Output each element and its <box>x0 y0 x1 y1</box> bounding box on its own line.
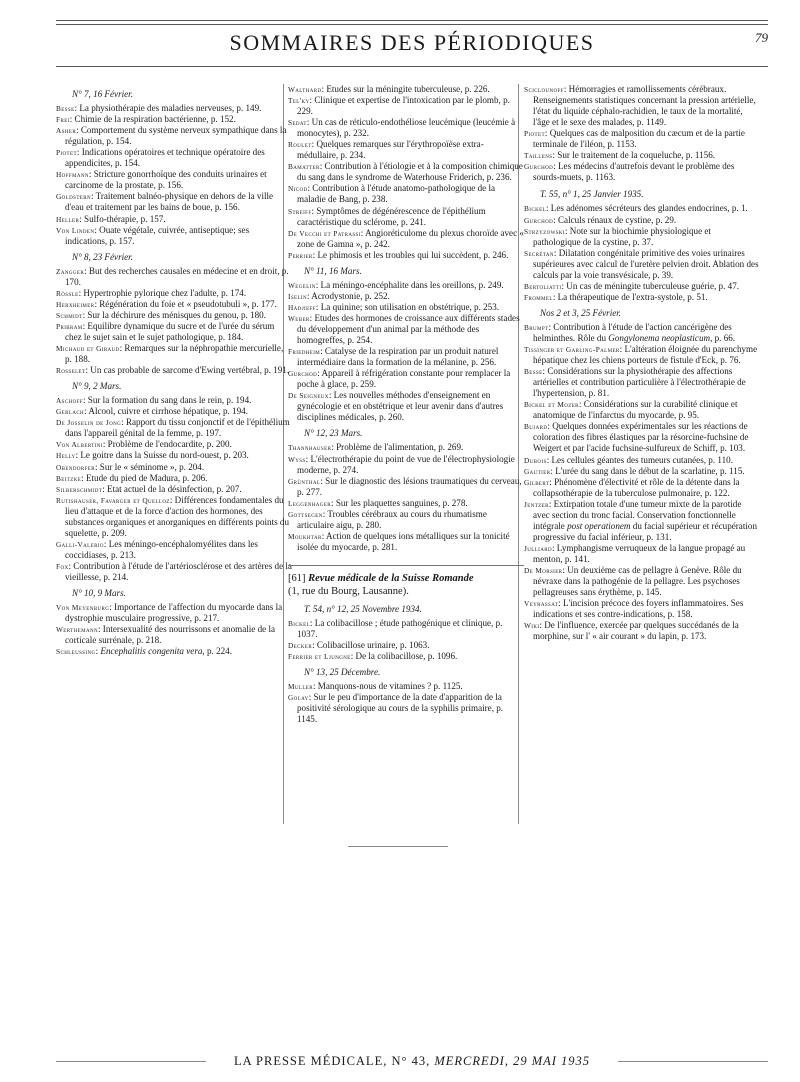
entry-text: : La physiothérapie des maladies nerveuses, p. 149. <box>74 103 262 114</box>
list-item <box>524 215 760 226</box>
entry-author: Galli-Valerio <box>56 539 104 549</box>
entry-text: : Différences fondamentales du lieu d'attaque et de la force d'action des hormones, des substances organiques et anorganiques en différents points du squelette, p. 209. <box>65 494 290 538</box>
list-item <box>56 561 292 583</box>
list-item <box>56 495 292 539</box>
column-3 <box>524 84 760 642</box>
header-rule <box>56 66 768 67</box>
entry-list <box>524 84 760 183</box>
entry-list <box>288 681 524 725</box>
list-item <box>524 84 760 128</box>
list-item <box>288 390 524 423</box>
list-item <box>56 225 292 247</box>
list-item <box>56 214 292 225</box>
entry-text: : Troubles cérébraux au cours du rhumatisme articulaire aigu, p. 280. <box>297 508 487 530</box>
entry-text: : Sur le traitement de la coqueluche, p. 1156. <box>552 150 716 161</box>
entry-text: : Intersexualité des nourrissons et anomalie de la corticale surrénale, p. 218. <box>65 624 276 646</box>
list-item <box>288 280 524 291</box>
list-item <box>524 161 760 183</box>
entry-author: De Josselin de Jong <box>56 418 122 428</box>
list-item <box>288 442 524 453</box>
entry-author: Besse <box>524 367 543 377</box>
entry-author: Bickel <box>288 618 310 628</box>
page-title: SOMMAIRES DES PÉRIODIQUES <box>229 30 595 55</box>
entry-text: : De la colibacillose, p. 1096. <box>350 651 458 662</box>
page-number: 79 <box>755 30 768 45</box>
entry-author: Sedat <box>288 118 307 128</box>
entry-author: Golay <box>288 693 309 703</box>
end-rule <box>348 846 448 847</box>
entry-text: : Extirpation totale d'une tumeur mixte de la parotide avec section du tronc facial. Conservation fonctionnelle intégrale <box>533 498 742 531</box>
entry-text: : Acrodystonie, p. 252. <box>307 290 390 301</box>
entry-list <box>288 442 524 552</box>
entry-author: Wegelin <box>288 280 316 290</box>
entry-list <box>56 103 292 247</box>
entry-text: : Etat actuel de la désinfection, p. 207. <box>102 483 242 494</box>
list-item <box>56 266 292 288</box>
entry-author: Walthard <box>288 85 322 94</box>
entry-author: Aschoff <box>56 396 83 406</box>
list-item <box>524 248 760 281</box>
list-item <box>56 147 292 169</box>
list-item <box>56 365 292 376</box>
list-item <box>56 288 292 299</box>
entry-author: Taillens <box>524 151 553 161</box>
entry-text: : De l'influence, exercée par quelques succédanés de la morphine, sur l' « air courant » du lapin, p. 173. <box>533 620 739 642</box>
journal-number: [61] <box>288 572 306 584</box>
list-item <box>56 417 292 439</box>
entry-text: : Lymphangisme verruqueux de la langue propagé au menton, p. 141. <box>533 542 746 564</box>
list-item <box>56 406 292 417</box>
entry-text: : Contribution à l'étude de l'action cancérigène des helminthes. Rôle du <box>533 321 732 343</box>
list-item <box>524 543 760 565</box>
issue-date: Nos 2 et 3, 25 Février. <box>540 307 622 318</box>
entry-author: Julliard <box>524 543 552 553</box>
entry-text: : Ouate végétale, cuivrée, antiseptique; ses indications, p. 157. <box>65 224 250 246</box>
entry-text: : Appareil à réfrigération constante pour remplacer la poche à glace, p. 259. <box>297 368 511 390</box>
list-item <box>56 450 292 461</box>
list-item <box>56 125 292 147</box>
entry-author: Thannhauser <box>288 443 332 453</box>
entry-author: Von Meyenburg <box>56 603 110 613</box>
list-item <box>524 598 760 620</box>
entry-text: : Importance de l'affection du myocarde dans la dystrophie musculaire progressive, p. 217. <box>65 602 283 624</box>
entry-text: : Hémorragies et ramollissements cérébraux. Renseignements statistiques concernant la pression artérielle, l'état du liquide céphalo-rachidien, le taux de la mortalité, l'âge et le sexe des malades, p. 1149. <box>533 84 756 128</box>
list-item <box>56 310 292 321</box>
entry-author: Hoffmann <box>56 170 89 180</box>
entry-author: Rössle <box>56 288 79 298</box>
entry-text: : <box>95 646 101 657</box>
entry-author: Obendorfer <box>56 462 95 472</box>
entry-author: Bertoliatti <box>524 281 562 291</box>
journal-name: Revue médicale de la Suisse Romande <box>308 572 474 584</box>
entry-author: Gautier <box>524 466 551 476</box>
entry-author: Frommel <box>524 292 553 302</box>
volume-heading: T. 55, n° 1, 25 Janvier 1935. <box>540 189 644 200</box>
issue-date: N° 9, 2 Mars. <box>72 381 122 392</box>
list-item <box>56 624 292 646</box>
entry-text: : Sur la déchirure des ménisques du genou, p. 180. <box>82 309 266 320</box>
list-item <box>56 539 292 561</box>
list-item <box>288 291 524 302</box>
list-item <box>524 344 760 366</box>
entry-text: : Note sur la biochimie physiologique et pathologique de la cystine, p. 37. <box>533 225 711 247</box>
entry-author: Weber <box>288 313 310 323</box>
list-item <box>288 84 524 95</box>
entry-text: : Clinique et expertise de l'intoxication par le plomb, p. 229. <box>297 95 510 117</box>
list-item <box>524 322 760 344</box>
list-item <box>288 139 524 161</box>
entry-author: Silberschmidt <box>56 484 103 494</box>
entry-author: De Morsier <box>524 565 563 575</box>
entry-text: : Sur les plaquettes sanguines, p. 278. <box>331 497 468 508</box>
list-item <box>288 651 524 662</box>
issue-date: N° 13, 25 Décembre. <box>304 667 381 678</box>
entry-author: Zangger <box>56 266 85 276</box>
entry-text: : Indications opératoires et technique opératoire des appendicites, p. 154. <box>65 147 265 169</box>
list-item <box>288 509 524 531</box>
entry-author: Brumpt <box>524 322 549 332</box>
entry-text: : Equilibre dynamique du sucre et de l'urée du sérum chez le sujet sain et le sujet pathologique, p. 184. <box>65 320 275 342</box>
entry-text: , p. 66. <box>710 332 736 343</box>
entry-author: Rutishauser, Favarger et Quelloz <box>56 495 170 505</box>
entry-text: : Catalyse de la respiration par un produit naturel intermédiaire dans la formation de la mélanine, p. 256. <box>297 346 499 368</box>
entry-author: Leggenhager <box>288 498 332 508</box>
entry-author: Hadjieff <box>288 302 316 312</box>
entry-author: Secrétan <box>524 248 554 258</box>
entry-author: Nicod <box>288 184 308 194</box>
list-item <box>56 191 292 213</box>
column-2 <box>288 84 524 725</box>
entry-text: : Considérations sur la physiothérapie des affections artérielles et contribution particulière à l'électrothérapie de l'hypertension, p. 81. <box>533 366 746 399</box>
entry-author: Asher <box>56 126 77 136</box>
journal-address: (1, rue du Bourg, Lausanne). <box>288 585 409 597</box>
list-item <box>288 228 524 250</box>
entry-italic-title: Gongylonema neoplasticum <box>608 332 711 343</box>
volume-heading: T. 54, n° 12, 25 Novembre 1934. <box>304 603 422 614</box>
entry-author: Fox <box>56 561 69 571</box>
list-item <box>56 169 292 191</box>
entry-list <box>288 280 524 424</box>
entry-text: : Angioréticulome du plexus choroïde avec « zone de Gamna », p. 242. <box>297 227 524 249</box>
list-item <box>56 646 292 657</box>
entry-author: Schmidt <box>56 310 83 320</box>
list-item <box>56 484 292 495</box>
list-item <box>288 250 524 261</box>
entry-text: : Stricture gonorrhoïque des conduits urinaires et carcinome de la prostate, p. 156. <box>65 169 267 191</box>
page-footer <box>56 1052 768 1070</box>
entry-text: : Le goitre dans la Suisse du nord-ouest, p. 203. <box>75 450 249 461</box>
entry-author: Schleussing <box>56 647 96 657</box>
issue-date: N° 11, 16 Mars. <box>304 265 362 276</box>
entry-author: Veyrassat <box>524 599 559 609</box>
entry-author: Bickel et Mozer <box>524 400 579 410</box>
entry-author: Werthemann <box>56 625 98 635</box>
entry-author: Gurchod <box>288 369 318 379</box>
entry-author: Gilbert <box>524 477 550 487</box>
entry-text: : Les adénomes sécréteurs des glandes endocrines, p. 1. <box>546 203 748 214</box>
entry-list <box>56 266 292 376</box>
list-item <box>288 313 524 346</box>
entry-list <box>288 618 524 662</box>
entry-list <box>524 344 760 499</box>
entry-text: : Quelques cas de malposition du cæcum et de la partie terminale de l'iléon, p. 1153. <box>533 128 745 150</box>
entry-author: Friedheim <box>288 347 321 357</box>
entry-text: : Le phimosis et les troubles qui lui succèdent, p. 246. <box>312 249 509 260</box>
list-item <box>288 368 524 390</box>
entry-text: : La thérapeutique de l'extra-systole, p. 51. <box>552 291 708 302</box>
entry-text: : Les cellules géantes des tumeurs cutanées, p. 110. <box>546 454 733 465</box>
entry-author: Beitzke <box>56 473 82 483</box>
entry-text: : Traitement balnéo-physique en dehors de la ville d'eau et traitement par les bains de boue, p. 156. <box>65 191 274 213</box>
entry-text: : Quelques remarques sur l'érythropoïèse extra-médullaire, p. 234. <box>297 139 484 161</box>
entry-text: : Un cas de méningite tuberculeuse guérie, p. 47. <box>561 280 740 291</box>
entry-text: : Sulfo-thérapie, p. 157. <box>79 213 166 224</box>
list-item <box>288 476 524 498</box>
list-item <box>288 692 524 725</box>
entry-author: Bickel <box>524 204 546 214</box>
entry-author: Gerlach <box>56 407 85 417</box>
entry-author: Grünthal <box>288 476 321 486</box>
list-item <box>56 439 292 450</box>
entry-text: : Considérations sur la curabilité clinique et anatomique de l'infarctus du myocarde, p. 95. <box>533 399 738 421</box>
footer-text <box>216 1052 608 1070</box>
list-item <box>56 395 292 406</box>
top-rule <box>56 20 768 21</box>
issue-date: N° 12, 23 Mars. <box>304 428 363 439</box>
entry-list <box>56 395 292 583</box>
entry-author: Michaud et Giraud <box>56 344 120 354</box>
list-item <box>56 299 292 310</box>
entry-text: : Un deuxième cas de pellagre à Genève. Rôle du névraxe dans la pathogénie de la pellagre. Les psychoses pellagreuses sans érythème, p. 145. <box>533 564 742 598</box>
entry-text: : Action de quelques ions métalliques sur la tonicité isolée du myocarde, p. 281. <box>297 530 510 552</box>
list-item <box>288 498 524 509</box>
list-item <box>524 421 760 454</box>
entry-author: De Seigneux <box>288 391 329 401</box>
entry-text: : But des recherches causales en médecine et en droit, p. 170. <box>65 265 289 287</box>
entry-text: : Sur la formation du sang dans le rein, p. 194. <box>82 395 252 406</box>
entry-text: , p. 224. <box>202 646 232 657</box>
entry-text: : Remarques sur la néphropathie mercurielle, p. 188. <box>65 343 284 365</box>
list-item <box>288 640 524 651</box>
footer-journal: LA PRESSE MÉDICALE, <box>233 1054 388 1068</box>
entry-author: Tissinger et Garling-Palmer <box>524 345 620 355</box>
page-header <box>56 28 768 58</box>
entry-author: Heller <box>56 214 80 224</box>
entry-text: : Un cas de réticulo-endothéliose leucémique (leucémie à monocytes), p. 232. <box>297 117 516 139</box>
entry-text: du facial supérieur et récupération progressive du facial inférieur, p. 131. <box>533 520 757 542</box>
list-item <box>524 226 760 248</box>
list-item <box>56 343 292 365</box>
list-item <box>288 681 524 692</box>
list-item <box>56 602 292 624</box>
entry-text: : L'incision précoce des foyers inflammatoires. Ses indications et ses contre-indications, p. 158. <box>533 598 744 620</box>
list-item <box>524 150 760 161</box>
list-item <box>524 281 760 292</box>
entry-text: : Etudes des hormones de croissance aux différents stades du développement d'un animal par la méthode des homogreffes, p. 254. <box>297 312 520 346</box>
entry-author: Dubois <box>524 455 547 465</box>
entry-author: Jentzer <box>524 499 549 509</box>
entry-text: : Quelques données expérimentales sur les réactions de coloration des fibres élastiques par la résorcine-fuchsine de Weigert et par l'acide fuchsine-sulfureux de Schiff, p. 103. <box>533 421 749 454</box>
entry-text: : Symptômes de dégénérescence de l'épithélium caractéristique du sclérome, p. 241. <box>297 205 486 227</box>
entry-text: : Régénération du foie et « pseudotubuli », p. 177. <box>94 298 277 309</box>
entry-text: : Sur le diagnostic des lésions traumatiques du cerveau, p. 277. <box>297 475 522 497</box>
column-1 <box>56 84 292 657</box>
list-item <box>524 466 760 477</box>
entry-author: Perrier <box>288 250 313 260</box>
issue-date: N° 7, 16 Février. <box>72 89 133 99</box>
entry-text: : Calculs rénaux de cystine, p. 29. <box>553 214 677 225</box>
entry-list <box>288 84 524 261</box>
footer-date: MERCREDI, 29 MAI 1935 <box>434 1054 591 1068</box>
entry-author: Streiff <box>288 206 312 216</box>
entry-text: : Comportement du système nerveux sympathique dans la régulation, p. 154. <box>65 125 287 147</box>
list-item <box>288 117 524 139</box>
entry-author: Von Albertini <box>56 440 103 450</box>
list-item <box>56 473 292 484</box>
top-rule-2 <box>56 24 768 25</box>
list-item <box>288 454 524 476</box>
entry-text: : Sur le peu d'importance de la date d'apparition de la positivité sérologique au cours de la syphilis primaire, p. 1145. <box>297 692 504 725</box>
entry-list <box>524 203 760 302</box>
list-item <box>56 321 292 343</box>
journal-heading <box>288 565 524 598</box>
entry-author: Bujard <box>524 422 548 432</box>
entry-author: Sciclounoff <box>524 85 564 94</box>
list-item <box>524 565 760 598</box>
entry-text: : Alcool, cuivre et cirrhose hépatique, p. 194. <box>84 406 248 417</box>
list-item <box>288 183 524 205</box>
entry-author: Bamatter <box>288 162 320 172</box>
entry-text: : Contribution à l'étude de l'artériosclérose et des artères de la vieillesse, p. 214. <box>65 560 292 582</box>
entry-text: : Etude du pied de Madura, p. 206. <box>81 472 208 483</box>
entry-text: : Problème de l'alimentation, p. 269. <box>331 442 464 453</box>
entry-text: : Hypertrophie pylorique chez l'adulte, p. 174. <box>78 287 247 298</box>
entry-author: Ferrier et Ljungne <box>288 652 351 662</box>
entry-text: : Manquons-nous de vitamines ? p. 1125. <box>313 681 463 692</box>
entry-author: Gurchod <box>524 162 554 172</box>
entry-text: : Les méningo-encéphalomyélites dans les coccidiases, p. 213. <box>65 538 258 560</box>
entry-text: : Les nouvelles méthodes d'enseignement en gynécologie et en obstétrique et leur avenir dans d'autres disciplines médicales, p. 260. <box>297 390 504 423</box>
entry-text: : Chimie de la respiration bactérienne, p. 152. <box>69 114 236 125</box>
entry-text: : Colibacillose urinaire, p. 1063. <box>312 640 430 651</box>
entry-text: : L'électrothérapie du point de vue de l'électrophysiologie moderne, p. 274. <box>297 453 515 475</box>
list-item <box>524 366 760 399</box>
entry-text: : La méningo-encéphalite dans les oreillons, p. 249. <box>315 279 504 290</box>
entry-author: Rosselet <box>56 366 86 376</box>
entry-author: Helly <box>56 451 76 461</box>
footer-issue: N° 43, <box>391 1054 431 1068</box>
list-item <box>56 114 292 125</box>
footer-rule <box>618 1061 768 1062</box>
entry-author: Piotet <box>56 148 77 158</box>
list-item <box>524 203 760 214</box>
entry-text: : Problème de l'endocardite, p. 200. <box>102 439 232 450</box>
entry-author: Muller <box>288 682 313 692</box>
list-item <box>524 292 760 303</box>
entry-author: Von Linden <box>56 225 95 235</box>
list-item <box>524 455 760 466</box>
list-item <box>56 103 292 114</box>
footer-rule <box>56 1061 206 1062</box>
list-item <box>288 95 524 117</box>
entry-author: Herxheimer <box>56 299 95 309</box>
entry-author: Strzyzowski <box>524 226 565 236</box>
list-item <box>524 620 760 642</box>
entry-author: Piotet <box>524 129 545 139</box>
entry-italic-title: post operationem <box>567 520 631 531</box>
entry-author: Decker <box>288 641 313 651</box>
entry-italic-title: Encephalitis congenita vera <box>100 646 203 657</box>
entry-author: Moukhtar <box>288 531 322 541</box>
entry-list <box>56 602 292 646</box>
entry-list <box>524 543 760 642</box>
entry-author: Pribram <box>56 321 83 331</box>
issue-date: N° 10, 9 Mars. <box>72 588 126 599</box>
list-item <box>288 302 524 313</box>
entry-text: : Sur le « séminome », p. 204. <box>95 461 205 472</box>
list-item <box>524 128 760 150</box>
entry-text: : La quinine; son utilisation en obstétrique, p. 253. <box>315 301 500 312</box>
entry-text: : Phénomène d'électivité et rôle de la détente dans la collapsothérapie de la tuberculose pulmonaire, p. 122. <box>533 476 740 498</box>
entry-author: Tel'ky <box>288 96 310 106</box>
entry-author: Gottsegen <box>288 509 323 519</box>
entry-text: : Contribution à l'étude anatomo-pathologique de la maladie de Bang, p. 238. <box>297 183 496 205</box>
list-item <box>524 477 760 499</box>
list-item <box>288 531 524 553</box>
entry-text: : Les médecins d'autrefois devant le problème des sourds-muets, p. 1163. <box>533 161 735 183</box>
list-item <box>524 499 760 543</box>
list-item <box>56 462 292 473</box>
entry-text: : L'altération éloignée du parenchyme hépatique chez les chiens porteurs de fistule d'Eck, p. 76. <box>533 344 758 366</box>
issue-date: N° 8, 23 Février. <box>72 251 133 262</box>
entry-author: Goldstern <box>56 192 91 202</box>
entry-author: Besse <box>56 104 75 114</box>
entry-author: Iselin <box>288 291 307 301</box>
entry-text: : Etudes sur la méningite tuberculeuse, p. 226. <box>321 84 490 94</box>
list-item <box>524 399 760 421</box>
entry-text: : Dilatation congénitale primitive des voies urinaires supérieures avec calcul de l'uretère pelvien droit. Ablation des calculs par la voie transvésicale, p. 39. <box>533 247 759 280</box>
list-item <box>288 346 524 368</box>
list-item <box>288 161 524 183</box>
entry-text: : Contribution à l'étiologie et à la composition chimique du sang dans le syndrome de Waterhouse Friderich, p. 236. <box>297 161 523 183</box>
entry-author: Wyss <box>288 454 306 464</box>
entry-author: Wiki <box>524 621 540 631</box>
entry-text: : L'urée du sang dans le début de la scarlatine, p. 115. <box>550 465 745 476</box>
entry-author: Roulet <box>288 140 312 150</box>
entry-text: : Rapport du tissu conjonctif et de l'épithélium dans l'appareil génital de la femme, p. 197. <box>65 417 290 439</box>
entry-author: Gurchod <box>524 215 554 225</box>
entry-author: De Vecchi et Patrassi <box>288 228 361 238</box>
list-item <box>288 618 524 640</box>
entry-text: : Un cas probable de sarcome d'Ewing vertébral, p. 191. <box>85 365 290 376</box>
list-item <box>288 206 524 228</box>
entry-author: Frei <box>56 115 70 125</box>
entry-text: : La colibacillose ; étude pathogénique et clinique, p. 1037. <box>297 617 503 640</box>
